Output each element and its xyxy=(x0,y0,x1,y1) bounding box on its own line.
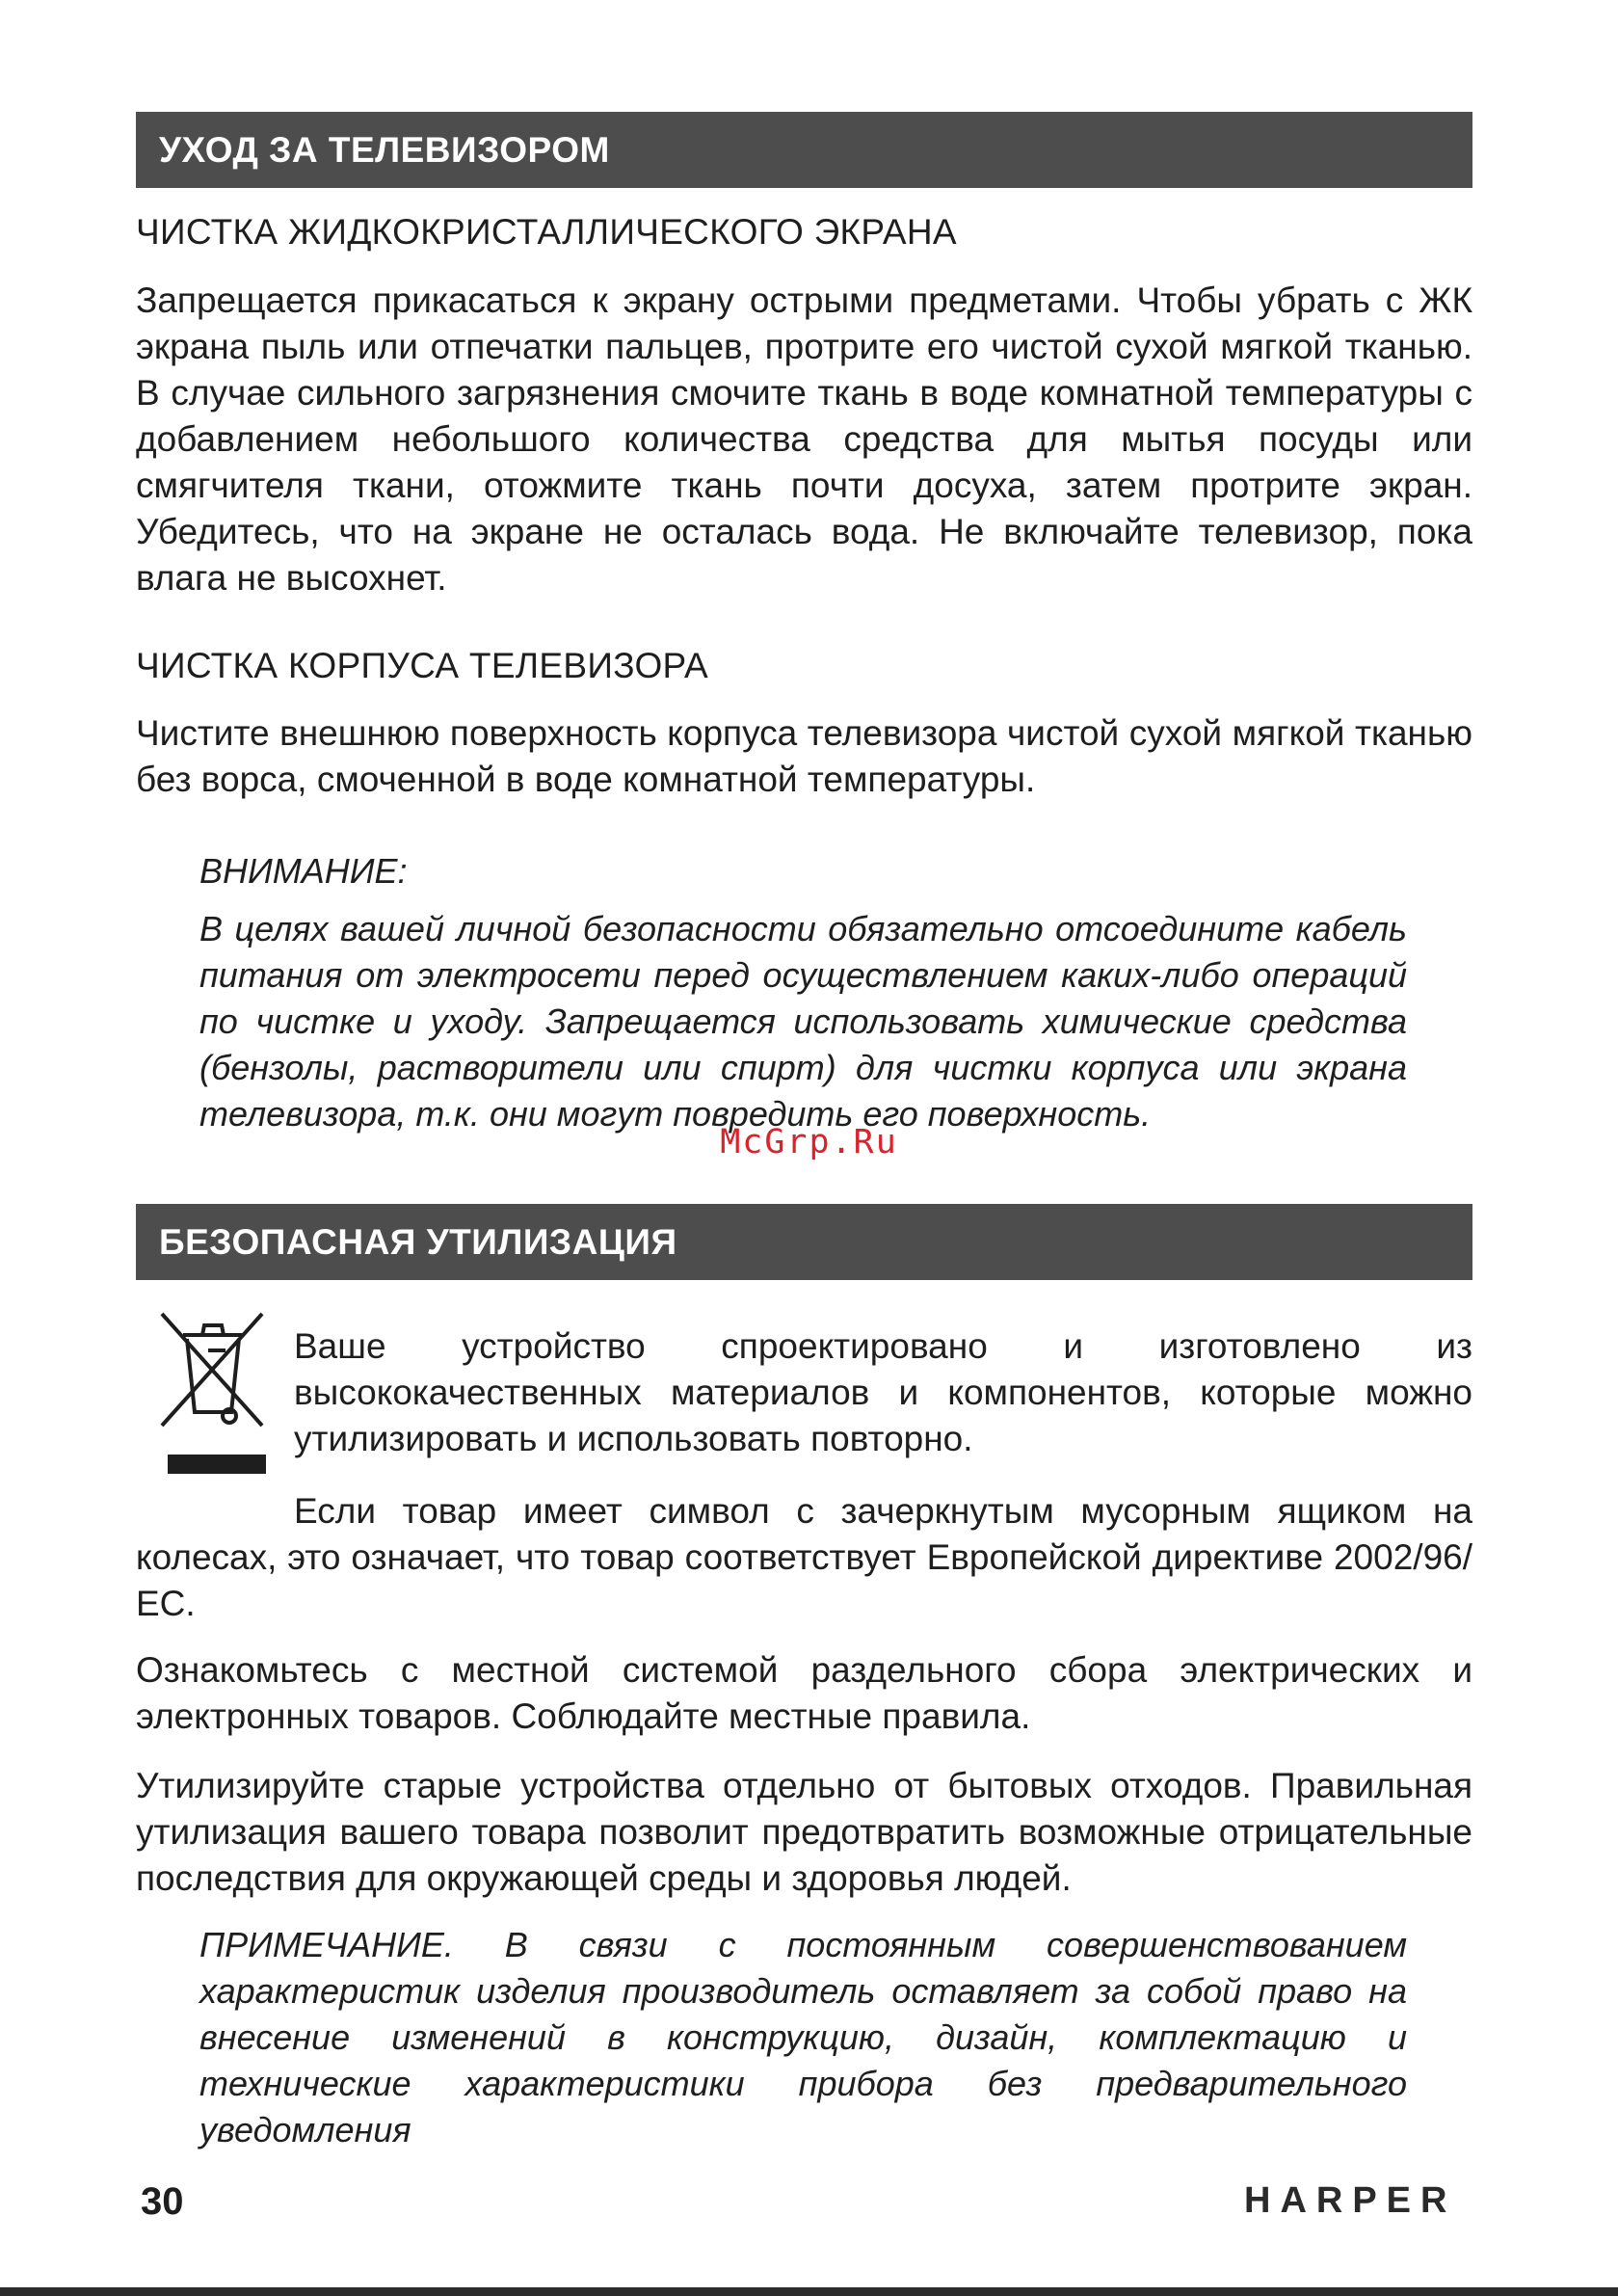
section-header-tv-care: УХОД ЗА ТЕЛЕВИЗОРОМ xyxy=(136,112,1472,188)
watermark: McGrp.Ru xyxy=(720,1123,898,1161)
paragraph-case-cleaning: Чистите внешнюю поверхность корпуса телевизора чистой сухой мягкой тканью без ворса, смоченной в воде комнатной температуры. xyxy=(136,713,1472,799)
paragraph-local-collection: Ознакомьтесь с местной системой раздельного сбора электрических и электронных товаров. Соблюдайте местные правила. xyxy=(136,1650,1472,1736)
bottom-border xyxy=(0,2287,1618,2296)
section-header-disposal: БЕЗОПАСНАЯ УТИЛИЗАЦИЯ xyxy=(136,1204,1472,1280)
paragraph-separate-disposal: Утилизируйте старые устройства отдельно от бытовых отходов. Правильная утилизация вашего товара позволит предотвратить возможные отрицательные последствия для окружающей среды и здоровья людей. xyxy=(136,1766,1472,1898)
paragraph-disposal-intro: Ваше устройство спроектировано и изготовлено из высококачественных материалов и компонентов, которые можно утилизировать и использовать повторно. xyxy=(294,1326,1472,1458)
warning-title: ВНИМАНИЕ: xyxy=(199,851,408,891)
subheading-case-cleaning: ЧИСТКА КОРПУСА ТЕЛЕВИЗОРА xyxy=(136,646,709,685)
paragraph-disposal-symbol: Если товар имеет символ с зачеркнутым мусорным ящиком на колесах, это означает, что товар соответствует Европейской директиве 2002/96/ЕС. xyxy=(136,1491,1472,1623)
paragraph-lcd-cleaning: Запрещается прикасаться к экрану острыми предметами. Чтобы убрать с ЖК экрана пыль или отпечатки пальцев, протрите его чистой сухой мягкой тканью. В случае сильного загрязнения смочите ткань в воде комнатной температуры с добавлением небольшого количества средства для мытья посуды или смягчителя ткани, отожмите ткань почти досуха, затем протрите экран. Убедитесь, что на экране не осталась вода. Не включайте телевизор, пока влага не высохнет. xyxy=(136,280,1472,598)
note-improvements: ПРИМЕЧАНИЕ. В связи с постоянным совершенствованием характеристик изделия производитель оставляет за собой право на внесение изменений в конструкцию, дизайн, комплектацию и технические характеристики прибора без предварительного уведомления xyxy=(199,1925,1407,2149)
weee-crossed-bin-icon xyxy=(154,1308,270,1477)
warning-text: В целях вашей личной безопасности обязательно отсоедините кабель питания от электросети перед осуществлением каких-либо операций по чистке и уходу. Запрещается использовать химические средства (бензолы, растворители или спирт) для чистки корпуса или экрана телевизора, т.к. они могут повредить его поверхность. xyxy=(199,909,1407,1134)
page-number: 30 xyxy=(141,2180,184,2223)
brand-logo: HARPER xyxy=(1244,2180,1457,2221)
subheading-lcd-cleaning: ЧИСТКА ЖИДКОКРИСТАЛЛИЧЕСКОГО ЭКРАНА xyxy=(136,212,957,252)
